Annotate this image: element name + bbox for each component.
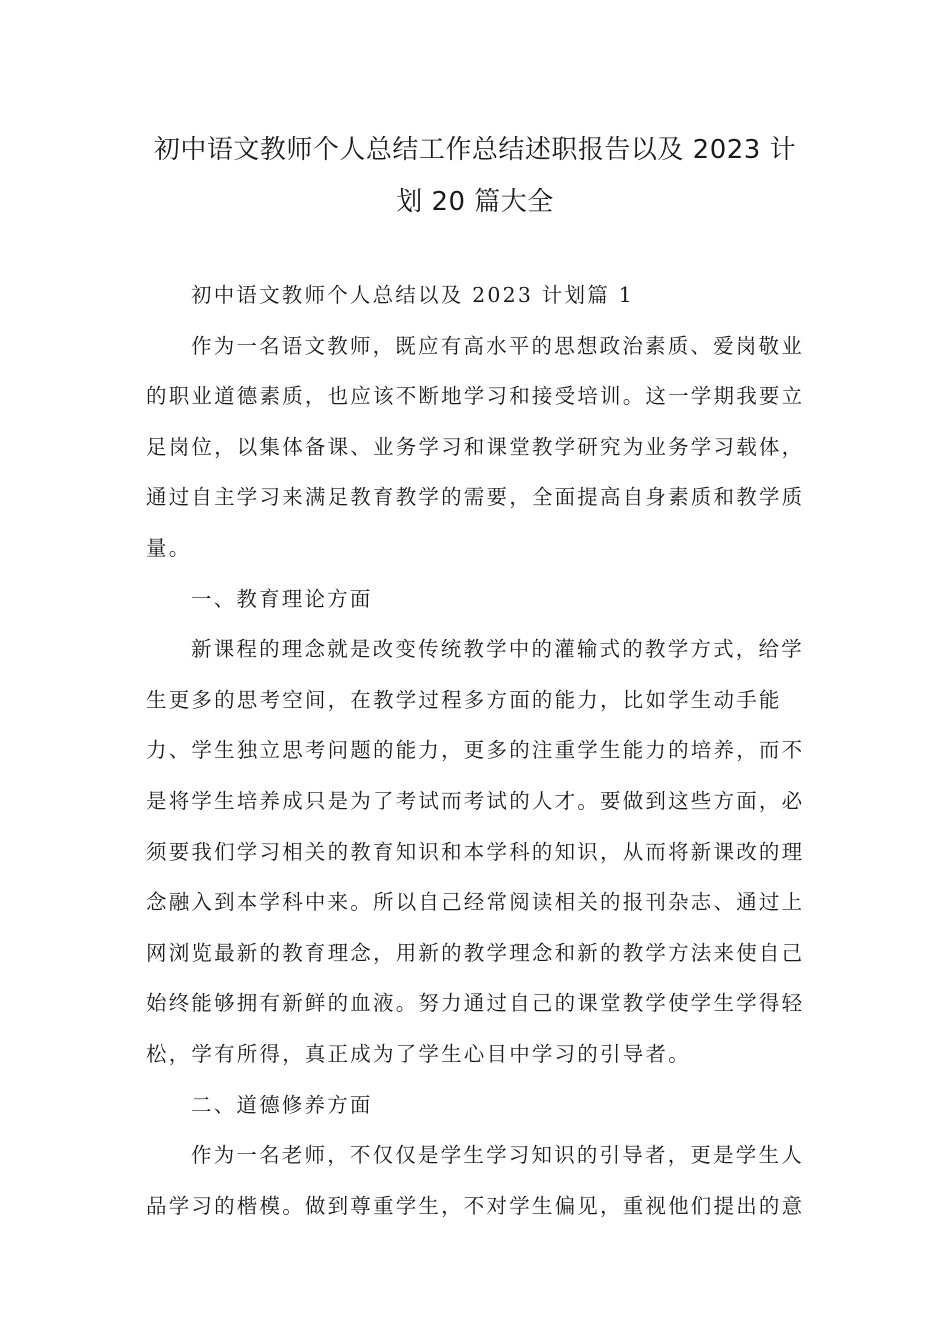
paragraph-2 bbox=[146, 624, 806, 1079]
paragraph-2-line: 始终能够拥有新鲜的血液。努力通过自己的课堂教学使学生学得轻 bbox=[146, 991, 805, 1016]
title-line-1: 初中语文教师个人总结工作总结述职报告以及 2023 计 bbox=[153, 135, 797, 165]
paragraph-1-line: 的职业道德素质，也应该不断地学习和接受培训。这一学期我要立 bbox=[146, 384, 805, 409]
paragraph-2-line: 松，学有所得，真正成为了学生心目中学习的引导者。 bbox=[146, 1041, 691, 1066]
paragraph-1-line: 通过自主学习来满足教育教学的需要，全面提高自身素质和教学质 bbox=[146, 485, 805, 510]
document-title bbox=[140, 124, 810, 228]
paragraph-1-line: 足岗位，以集体备课、业务学习和课堂教学研究为业务学习载体， bbox=[146, 434, 805, 459]
paragraph-2-line: 念融入到本学科中来。所以自己经常阅读相关的报刊杂志、通过上 bbox=[146, 890, 805, 915]
paragraph-2-line: 是将学生培养成只是为了考试而考试的人才。要做到这些方面，必 bbox=[146, 788, 805, 813]
paragraph-2-line: 网浏览最新的教育理念，用新的教学理念和新的教学方法来使自己 bbox=[146, 940, 805, 965]
paragraph-2-line: 生更多的思考空间，在教学过程多方面的能力，比如学生动手能 bbox=[146, 687, 782, 712]
document-body bbox=[146, 270, 806, 1231]
heading-education-theory: 一、教育理论方面 bbox=[191, 586, 373, 611]
paragraph-2-line: 新课程的理念就是改变传统教学中的灌输式的教学方式，给学 bbox=[191, 637, 804, 662]
paragraph-3-line: 作为一名老师，不仅仅是学生学习知识的引导者，更是学生人 bbox=[191, 1143, 804, 1168]
heading-moral-cultivation: 二、道德修养方面 bbox=[191, 1092, 373, 1117]
section-heading: 初中语文教师个人总结以及 2023 计划篇 1 bbox=[191, 283, 634, 307]
paragraph-1-line: 量。 bbox=[146, 535, 192, 560]
paragraph-1 bbox=[146, 321, 806, 574]
paragraph-1-line: 作为一名语文教师，既应有高水平的思想政治素质、爱岗敬业 bbox=[191, 333, 804, 358]
paragraph-2-line: 须要我们学习相关的教育知识和本学科的知识，从而将新课改的理 bbox=[146, 839, 805, 864]
paragraph-3 bbox=[146, 1130, 806, 1231]
paragraph-3-line: 品学习的楷模。做到尊重学生，不对学生偏见，重视他们提出的意 bbox=[146, 1193, 805, 1218]
paragraph-2-line: 力、学生独立思考问题的能力，更多的注重学生能力的培养，而不 bbox=[146, 738, 805, 763]
title-line-2: 划 20 篇大全 bbox=[396, 187, 554, 217]
